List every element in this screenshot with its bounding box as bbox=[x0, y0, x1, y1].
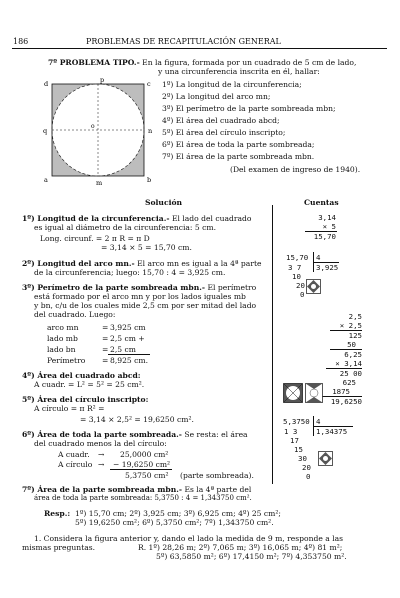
sol-7-l2: área de toda la parte sombreada: 5,3750 : 4 = 1,343750 cm². bbox=[34, 494, 252, 502]
perim-row-1-eq: = bbox=[102, 323, 109, 332]
calc1-line-3: 15,70 bbox=[313, 232, 336, 241]
running-title: PROBLEMAS DE RECAPITULACIÓN GENERAL bbox=[86, 37, 281, 46]
sol-6-l4b: → bbox=[98, 460, 105, 469]
label-b: b bbox=[147, 176, 152, 184]
sol-6: 6º) Área de toda la parte sombreada.- Se resta: el área bbox=[22, 430, 248, 439]
solution-heading: Solución bbox=[145, 198, 183, 207]
sol-6-l4c: − 19,6250 cm² bbox=[113, 460, 171, 469]
calc4-divisor: 4 bbox=[316, 417, 321, 426]
sol-6-rule bbox=[110, 469, 172, 470]
calc3-line-8: 625 bbox=[342, 378, 356, 387]
column-divider bbox=[272, 205, 273, 484]
sol-6-l3c: 25,0000 cm² bbox=[120, 450, 169, 459]
perim-row-3-val: 2,5 cm bbox=[110, 345, 136, 354]
calc3-line-4: 50 bbox=[347, 340, 356, 349]
calc3-line-3: 125 bbox=[348, 331, 362, 340]
calc4-step-3: 15 bbox=[294, 445, 303, 454]
header-rule bbox=[12, 48, 387, 49]
label-q: q bbox=[43, 127, 48, 135]
sol-2: 2º) Longitud del arco mn.- El arco mn es igual a la 4ª parte bbox=[22, 259, 262, 268]
sol-6-l3b: → bbox=[98, 450, 105, 459]
calc1-line-1: 3,14 bbox=[318, 213, 336, 222]
perim-row-3-label: lado bn bbox=[47, 345, 76, 354]
perim-row-2-eq: = bbox=[102, 334, 109, 343]
label-m: m bbox=[96, 179, 103, 187]
item-1: 1º) La longitud de la circunferencia; bbox=[162, 80, 302, 89]
perim-sum-rule bbox=[108, 354, 150, 355]
calc3-line-9: 1875 bbox=[332, 387, 350, 396]
ex1-l1: 1. Considera la figura anterior y, dando el lado la medida de 9 m, responde a las bbox=[34, 534, 344, 543]
label-d: d bbox=[44, 80, 49, 88]
perim-row-3-eq: = bbox=[102, 345, 109, 354]
calc2-step-4: 0 bbox=[300, 290, 305, 299]
sol-2-l2: de la circunferencia; luego: 15,70 : 4 = 3,925 cm. bbox=[34, 268, 226, 277]
calc3-line-10: 19,6250 bbox=[330, 397, 362, 406]
sol-6-l5b: (parte sombreada). bbox=[180, 471, 254, 480]
perim-row-4-val: 8,925 cm. bbox=[110, 356, 149, 365]
perim-row-2-val: 2,5 cm + bbox=[110, 334, 145, 343]
calc4-step-4: 30 bbox=[298, 454, 307, 463]
label-o: o bbox=[91, 123, 95, 130]
problem-intro-2: y una circunferencia inscrita en él, hallar: bbox=[158, 67, 320, 76]
resp-l2: 5º) 19,6250 cm²; 6º) 5,3750 cm²; 7º) 1,343750 cm². bbox=[75, 518, 274, 527]
item-4: 4º) El área del cuadrado abcd; bbox=[162, 116, 280, 125]
square-diagram-full bbox=[283, 383, 303, 403]
resp-l1: 1º) 15,70 cm; 2º) 3,925 cm; 3º) 6,925 cm; 4º) 25 cm²; bbox=[75, 509, 281, 518]
sol-5-l2: = 3,14 × 2,5² = 19,6250 cm². bbox=[80, 415, 194, 424]
label-p: p bbox=[100, 76, 105, 84]
sol-3: 3º) Perímetro de la parte sombreada mbn.- El perímetro bbox=[22, 283, 257, 292]
sol-6-l4a: A círculo bbox=[58, 460, 93, 469]
square-circle-figure bbox=[38, 76, 156, 188]
quarter-diagram-1 bbox=[306, 279, 321, 294]
calc2-step-1: 3 7 bbox=[288, 263, 302, 272]
calc3-line-6: × 3,14 bbox=[335, 359, 362, 368]
perim-row-4-eq: = bbox=[102, 356, 109, 365]
calc4-dividend: 5,3750 bbox=[283, 417, 310, 426]
perim-row-4-label: Perímetro bbox=[47, 356, 86, 365]
calc3-line-7: 25 00 bbox=[339, 369, 362, 378]
calc4-step-5: 20 bbox=[302, 463, 311, 472]
calc3-line-1: 2,5 bbox=[348, 312, 362, 321]
page-number: 186 bbox=[13, 37, 29, 46]
sol-3-l2: está formado por el arco mn y por los lados iguales mb bbox=[34, 292, 246, 301]
label-c: c bbox=[147, 80, 151, 88]
sol-4-l1: A cuadr. = L² = 5² = 25 cm². bbox=[34, 380, 145, 389]
sol-6-l5: 5,3750 cm² bbox=[125, 471, 169, 480]
sol-3-l4: del cuadrado. Luego: bbox=[34, 310, 116, 319]
exam-source: (Del examen de ingreso de 1940). bbox=[230, 165, 361, 174]
calc1-line-2: × 5 bbox=[322, 222, 336, 231]
item-2: 2º) La longitud del arco mn; bbox=[162, 92, 271, 101]
perim-row-1-label: arco mn bbox=[47, 323, 79, 332]
item-7: 7º) El área de la parte sombreada mbn. bbox=[162, 152, 315, 161]
sol-6-l2: del cuadrado menos la del círculo: bbox=[34, 439, 167, 448]
problem-title: 7º PROBLEMA TIPO.- En la figura, formada por un cuadrado de 5 cm de lado, bbox=[48, 58, 357, 67]
calc4-step-6: 0 bbox=[306, 472, 311, 481]
sol-4-head: 4º) Área del cuadrado abcd: bbox=[22, 371, 141, 380]
calc4-step-1: 1 3 bbox=[284, 427, 298, 436]
calc3-line-2: × 2,5 bbox=[339, 321, 362, 330]
sol-3-l3: y bn, c/u de los cuales mide 2,5 cm por ser mitad del lado bbox=[34, 301, 257, 310]
calc2-step-2: 10 bbox=[292, 272, 301, 281]
calc2-dividend: 15,70 bbox=[286, 253, 309, 262]
sol-1-l3: Long. circunf. = 2 π R = π D bbox=[40, 234, 150, 243]
perim-row-1-val: 3,925 cm bbox=[110, 323, 146, 332]
sol-5-l1: A círculo = π R² = bbox=[34, 404, 105, 413]
sol-6-l3a: A cuadr. bbox=[58, 450, 90, 459]
quarter-diagram-2 bbox=[318, 451, 333, 466]
sol-1-l4: = 3,14 × 5 = 15,70 cm. bbox=[101, 243, 192, 252]
calc4-step-2: 17 bbox=[290, 436, 299, 445]
ex1-l2b: R. 1º) 28,26 m; 2º) 7,065 m; 3º) 16,065 m; 4º) 81 m²; bbox=[138, 543, 343, 552]
ex1-l2a: mismas preguntas. bbox=[22, 543, 96, 552]
sol-5-head: 5º) Área del círculo inscripto: bbox=[22, 395, 149, 404]
calc2-step-3: 20 bbox=[296, 281, 305, 290]
calc2-quotient: 3,925 bbox=[316, 263, 339, 272]
label-n: n bbox=[148, 127, 153, 135]
item-3: 3º) El perímetro de la parte sombreada mbn; bbox=[162, 104, 336, 113]
perim-row-2-label: lado mb bbox=[47, 334, 78, 343]
resp-label: Resp.: bbox=[44, 509, 71, 518]
calc4-quotient: 1,34375 bbox=[316, 427, 348, 436]
sol-1: 1º) Longitud de la circunferencia.- El lado del cuadrado bbox=[22, 214, 252, 223]
item-5: 5º) El área del círculo inscripto; bbox=[162, 128, 286, 137]
square-diagram-part bbox=[305, 383, 323, 403]
sol-1-l2: es igual al diámetro de la circunferencia: 5 cm. bbox=[34, 223, 217, 232]
calc2-divisor: 4 bbox=[316, 253, 321, 262]
ex1-l3: 5º) 63,5850 m²; 6º) 17,4150 m²; 7º) 4,353750 m². bbox=[156, 552, 347, 561]
label-a: a bbox=[44, 176, 48, 184]
item-6: 6º) El área de toda la parte sombreada; bbox=[162, 140, 315, 149]
calc-heading: Cuentas bbox=[304, 198, 339, 207]
calc3-line-5: 6,25 bbox=[344, 350, 362, 359]
sol-7: 7º) Área de la parte sombreada mbn.- Es la 4ª parte del bbox=[22, 485, 252, 494]
